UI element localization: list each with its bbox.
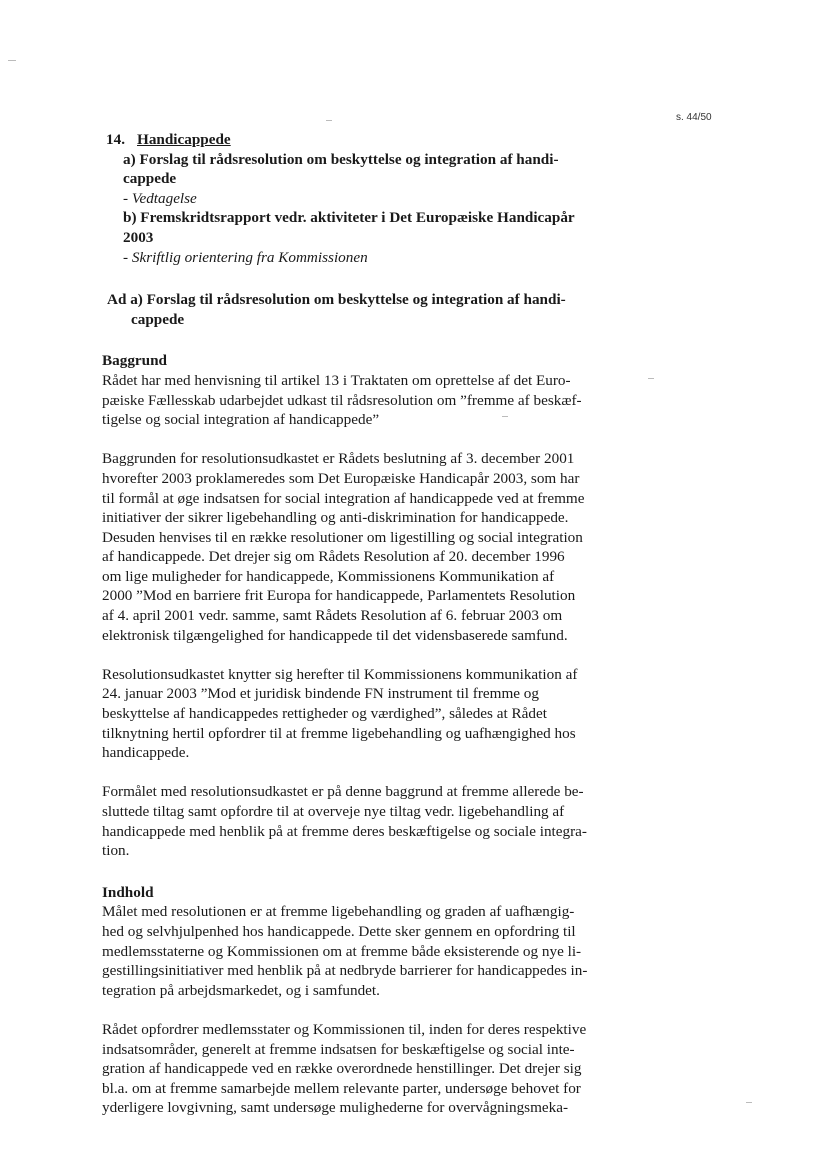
ad-a-heading (102, 290, 630, 329)
scan-speck (746, 1102, 752, 1103)
page-number: s. 44/50 (676, 112, 712, 123)
agenda-item-b-note: - Skriftlig orientering fra Kommissionen (123, 248, 368, 266)
scan-speck (326, 120, 332, 121)
section-title: Handicappede (137, 131, 231, 148)
indhold-paragraph: Målet med resolutionen er at fremme ligebehandling og graden af uafhængig- hed og selvhjulpenhed hos handicappede. Dette sker gennem en opfordring til medlemsstaterne og Kommissionen om at fremme både eksisterende og nye li- gestillingsinitiativer med henblik på at nedbryde barrierer for handicappedes in- tegration på arbejdsmarkedet, og i samfundet. (102, 903, 588, 999)
baggrund-title: Baggrund (102, 352, 167, 370)
section-heading (102, 130, 630, 150)
baggrund-paragraph: Baggrunden for resolutionsudkastet er Rådets beslutning af 3. december 2001 hvorefter 2003 proklameredes som Det Europæiske Handicapår 2003, som har til formål at øge indsatsen for social integration af handicappede ved at fremme initiativer der sikrer ligebehandling og anti-diskrimination for handicappede. Desuden henvises til en række resolutioner om ligestilling og social integration af handicappede. Det drejer sig om Rådets Resolution af 20. december 1996 om lige muligheder for handicappede, Kommissionens Kommunikation af 2000 ”Mod en barriere frit Europa for handicappede, Parlamentets Resolution af 4. april 2001 vedr. samme, samt Rådets Resolution af 6. februar 2003 om elektronisk tilgængelighed for handicappede til det vidensbaserede samfund. (102, 450, 585, 644)
agenda-item-a-note: - Vedtagelse (123, 189, 197, 207)
agenda-item-b-title-line2: 2003 (123, 228, 154, 246)
section-number: 14. (106, 131, 125, 148)
indhold-paragraph: Rådet opfordrer medlemsstater og Kommissionen til, inden for deres respektive indsatsområder, generelt at fremme indsatsen for beskæftigelse og social inte- gration af handicappede ved en række overordnede henstillinger. Det drejer sig bl.a. om at fremme samarbejde mellem relevante parter, undersøge behovet for yderligere lovgivning, samt undersøge mulighederne for overvågningsmeka- (102, 1020, 587, 1117)
agenda-item-a (123, 150, 630, 209)
scan-speck (8, 60, 16, 61)
indhold-title: Indhold (102, 883, 154, 901)
scan-speck (648, 378, 654, 379)
agenda-item-b-title-line1: b) Fremskridtsrapport vedr. aktiviteter i Det Europæiske Handicapår (123, 209, 575, 227)
agenda-item-a-title-line2: cappede (123, 170, 177, 188)
ad-a-heading-line2: cappede (131, 310, 185, 328)
agenda-item-a-title-line1: a) Forslag til rådsresolution om beskyttelse og integration af handi- (123, 150, 559, 168)
ad-a-heading-line1: Ad a) Forslag til rådsresolution om beskyttelse og integration af handi- (107, 291, 566, 309)
document-body (102, 130, 630, 1118)
baggrund-paragraph: Formålet med resolutionsudkastet er på denne baggrund at fremme allerede be- sluttede tiltag samt opfordre til at overveje nye tiltag vedr. ligebehandling af handicappede med henblik på at fremme deres beskæftigelse og sociale integra- tion. (102, 783, 587, 860)
baggrund-paragraph: Rådet har med henvisning til artikel 13 i Traktaten om oprettelse af det Euro- pæiske Fællesskab udarbejdet udkast til rådsresolution om ”fremme af beskæf- tigelse og social integration af handicappede” (102, 371, 582, 429)
baggrund-paragraph: Resolutionsudkastet knytter sig herefter til Kommissionens kommunikation af 24. januar 2003 ”Mod et juridisk bindende FN instrument til fremme og beskyttelse af handicappedes rettigheder og værdighed”, således at Rådet tilknytning hertil opfordrer til at fremme ligebehandling og uafhængighed hos handicappede. (102, 665, 578, 762)
agenda-item-b (123, 208, 630, 267)
